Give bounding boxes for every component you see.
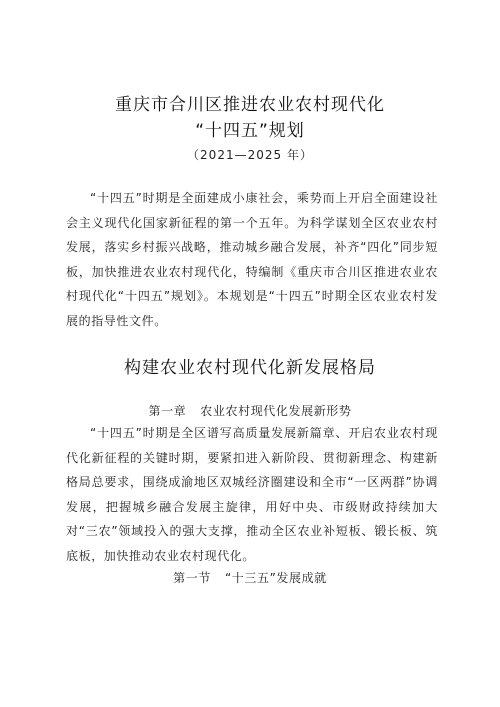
intro-paragraph: “十四五”时期是全面建成小康社会，乘势而上开启全面建设社会主义现代化国家新征程的第一个五年。为科学谋划全区农业农村发展，落实乡村振兴战略，推动城乡融合发展，补齐“四化”同步短板，加快推进农业农村现代化，特编制《重庆市合川区推进农业农村现代化“十四五”规划》。本规划是“十四五”时期全区农业农村发展的指导性文件。 bbox=[66, 191, 438, 328]
part-heading: 构建农业农村现代化新发展格局 bbox=[124, 358, 376, 378]
chapter-body-paragraph: “十四五”时期是全区谱写高质量发展新篇章、开启农业农村现代化新征程的关键时期，要紧扣进入新阶段、贯彻新理念、构建新格局总要求，围绕成渝地区双城经济圈建设和全市“一区两群”协调发展，把握城乡融合发展主旋律，用好中央、市级财政持续加大对“三农”领域投入的强大支撑，推动全区农业补短板、锻长板、筑底板，加快推动农业农村现代化。 bbox=[66, 426, 438, 563]
section-number: 第一节 bbox=[173, 571, 211, 585]
document-title-line-1: 重庆市合川区推进农业农村现代化 bbox=[115, 95, 385, 115]
chapter-number: 第一章 bbox=[148, 404, 187, 418]
document-title-line-2: “十四五”规划 bbox=[195, 121, 305, 141]
section-heading bbox=[0, 569, 500, 586]
section-name: “十三五”发展成就 bbox=[224, 571, 327, 585]
plan-period: （2021—2025 年） bbox=[187, 148, 313, 162]
chapter-name: 农业农村现代化发展新形势 bbox=[200, 404, 352, 418]
chapter-heading bbox=[0, 402, 500, 419]
